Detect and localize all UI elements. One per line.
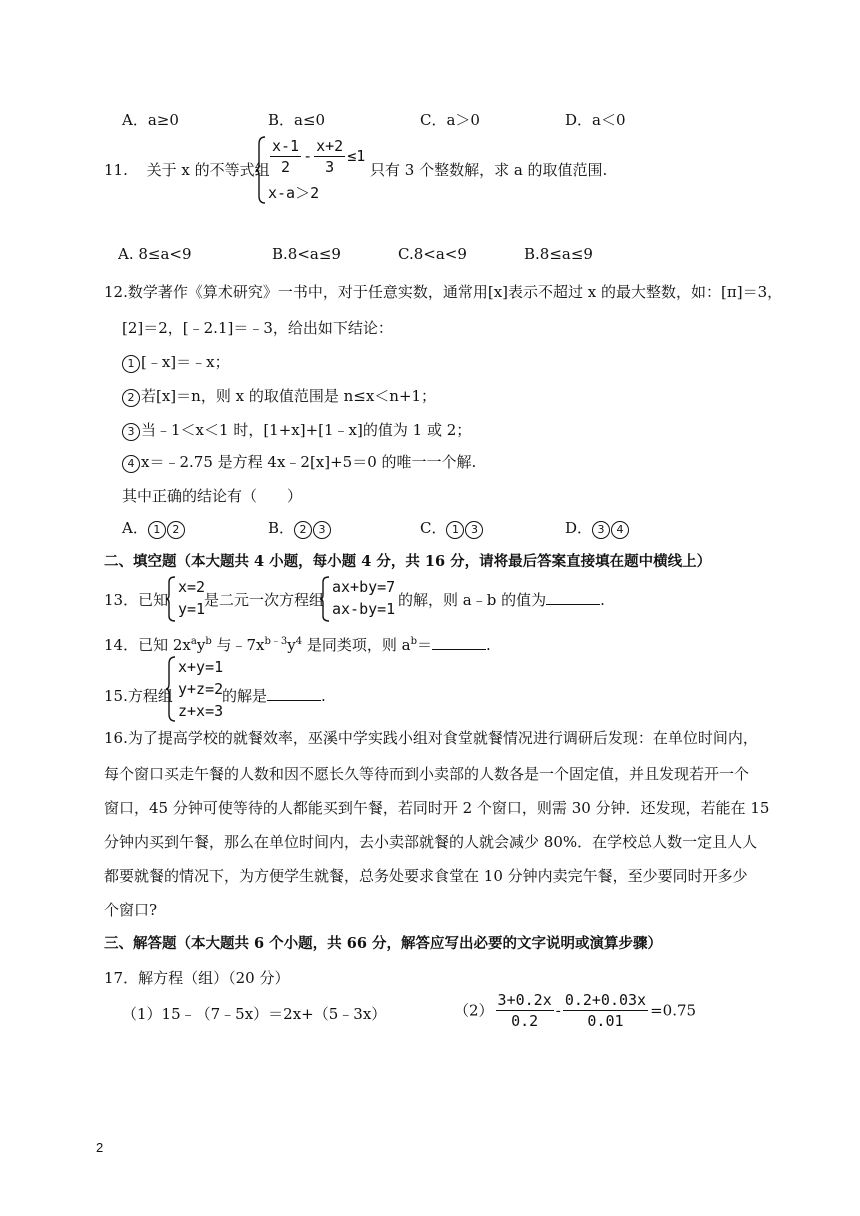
q16-line-3: 窗口，45 分钟可使等待的人都能买到午餐，若同时开 2 个窗口，则需 30 分钟．还发现，若能在 15 [104,799,770,817]
q15-pre: 15.方程组 [104,687,173,705]
section-3-heading: 三、解答题（本大题共 6 个小题，共 66 分，解答应写出必要的文字说明或演算步骤） [104,935,662,952]
q11-inequality-system: $\frac{x-1}{2}$ - $\frac{x+2}{3}$ ≤1 x-a＞2 [256,136,368,204]
q13-answer-blank [546,590,600,605]
q16-line-2: 每个窗口买走午餐的人数和因不愿长久等待而到小卖部的人数各是一个固定值，并且发现若开一个 [104,765,750,783]
q13-pre: 13．已知 [104,591,169,609]
section-2-heading: 二、填空题（本大题共 4 小题，每小题 4 分，共 16 分，请将最后答案直接填在题中横线上） [104,553,712,570]
q12-conclusion-1: 1 [﹣x]＝﹣x； [122,352,230,373]
q14-question: 14．已知 $2x^ay^b$ 与$﹣7x^{b﹣3}y^4$ 是同类项，则 $a^b=$ . [104,636,491,654]
q11-option-a: A. 8≤a<9 [118,245,192,263]
q11-number: 11. [104,161,128,179]
q15-answer-blank [267,686,321,701]
circled-number-icon: 2 [122,389,140,407]
q17-part-1: （1）15﹣（7﹣5x）＝2x+（5﹣3x） [122,1005,387,1023]
q12-option-d: D． 3 4 [565,518,630,539]
circled-number-icon: 1 [446,521,464,539]
circled-number-icon: 4 [611,521,629,539]
q12-conclusion-2: 2 若[x]＝n，则 x 的取值范围是 n≤x＜n+1； [122,386,436,407]
brace-icon [256,136,266,204]
q11-pre: 关于 x 的不等式组 [146,161,270,179]
q15-post: 的解是 . [222,687,326,705]
q12-option-c: C． 1 3 [420,518,484,539]
q12-line-2: [2]＝2，[﹣2.1]＝﹣3，给出如下结论： [122,319,393,337]
q11-option-c: C.8<a<9 [398,245,467,263]
q17-part-2: （2） $\frac{3+0.2x}{0.2}$ - $\frac{0.2+0.03x}{0.01}$ =0.75 [454,991,697,1030]
circled-number-icon: 1 [148,521,166,539]
brace-icon [166,576,176,622]
q12-option-a: A． 1 2 [122,518,186,539]
q13-post: 的解，则 a﹣b 的值为 . [398,591,605,609]
circled-number-icon: 4 [122,455,140,473]
q13-mid: 是二元一次方程组 [204,591,325,609]
circled-number-icon: 3 [465,521,483,539]
q11-fraction-2: $\frac{x+2}{3}$ [316,137,344,176]
circled-number-icon: 1 [122,355,140,373]
q17-fraction-2: $\frac{0.2+0.03x}{0.01}$ [564,991,647,1030]
q10-option-a: A．a≥0 [122,111,179,129]
q12-conclusion-3: 3 当﹣1＜x＜1 时，[1+x]+[1﹣x]的值为 1 或 2； [122,420,471,441]
page-number: 2 [96,1140,104,1155]
circled-number-icon: 3 [592,521,610,539]
q10-option-d: D．a＜0 [565,111,626,129]
circled-number-icon: 3 [313,521,331,539]
q17-fraction-1: $\frac{3+0.2x}{0.2}$ [497,991,552,1030]
q11-fraction-1: $\frac{x-1}{2}$ [272,137,300,176]
circled-number-icon: 2 [167,521,185,539]
q10-option-c: C．a＞0 [420,111,480,129]
q15-equation-system: x+y=1 y+z=2 z+x=3 [166,656,230,722]
q11-option-d: B.8≤a≤9 [524,245,593,263]
q12-conclusion-4: 4 x＝﹣2.75 是方程 4x﹣2[x]+5＝0 的唯一一个解. [122,452,476,473]
q12-line-1: 12.数学著作《算术研究》一书中，对于任意实数，通常用[x]表示不超过 x 的最大整数，如：[π]＝3， [104,283,783,301]
circled-number-icon: 3 [122,423,140,441]
q16-line-1: 16.为了提高学校的就餐效率，巫溪中学实践小组对食堂就餐情况进行调研后发现：在单位时间内， [104,729,758,747]
q14-answer-blank [432,635,486,650]
q13-equation-system: ax+by=7 ax-by=1 [320,576,400,622]
q17-title: 17．解方程（组）（20 分） [104,969,290,987]
q16-line-4: 分钟内买到午餐，那么在单位时间内，去小卖部就餐的人就会减少 80%．在学校总人数一定且人人 [104,833,758,851]
q16-line-5: 都要就餐的情况下，为方便学生就餐，总务处要求食堂在 10 分钟内卖完午餐，至少要同时开多少 [104,867,748,885]
q11-sys-line-2: x-a＞2 [268,184,320,202]
brace-icon [166,656,176,722]
q11-post: 只有 3 个整数解，求 a 的取值范围. [370,161,608,179]
q12-option-b: B． 2 3 [268,518,332,539]
q16-line-6: 个窗口? [104,901,158,919]
q10-option-b: B．a≤0 [268,111,326,129]
q11-question [104,160,270,180]
q13-solution-system: x=2 y=1 [166,576,206,622]
q12-ask: 其中正确的结论有（ ） [122,487,303,505]
brace-icon [320,576,330,622]
q11-option-b: B.8<a≤9 [272,245,341,263]
circled-number-icon: 2 [294,521,312,539]
